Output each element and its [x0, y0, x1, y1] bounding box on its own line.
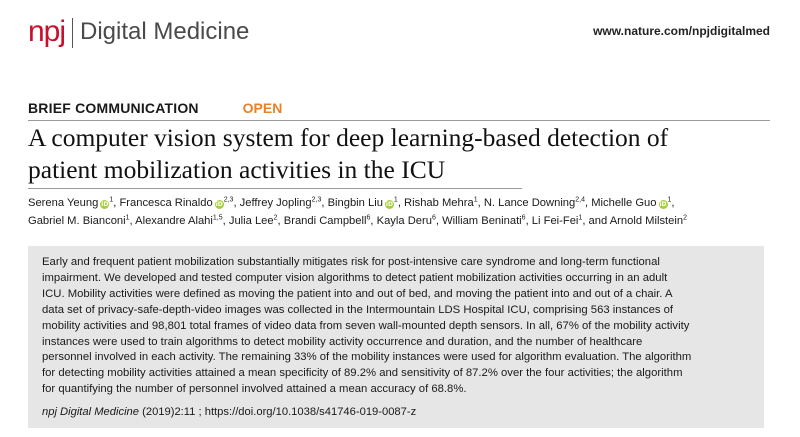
author-name[interactable]: [532, 215, 583, 227]
author-affiliation: 2,3: [223, 196, 234, 204]
author-name[interactable]: [328, 197, 398, 209]
citation-journal: npj Digital Medicine: [42, 406, 140, 418]
author-name-text: Kayla Deru: [376, 215, 432, 227]
author-name[interactable]: [240, 197, 322, 209]
author-separator: ,: [525, 215, 532, 227]
author-affiliation: 1: [578, 214, 583, 222]
author-affiliation: 2: [273, 214, 278, 222]
citation-doi-link[interactable]: (2019)2:11 ; https://doi.org/10.1038/s41746-019-0087-z: [139, 406, 417, 418]
author-name-text: Julia Lee: [228, 215, 274, 227]
author-name[interactable]: [135, 215, 222, 227]
author-separator: ,: [129, 215, 136, 227]
author-affiliation: 1: [667, 196, 672, 204]
author-separator: ,: [277, 215, 284, 227]
author-separator: ,: [321, 197, 328, 209]
author-separator: ,: [113, 197, 120, 209]
author-name[interactable]: [377, 215, 436, 227]
author-name-text: Li Fei-Fei: [531, 215, 579, 227]
author-name-text: Jeffrey Jopling: [239, 197, 312, 209]
author-affiliation: 2,4: [575, 196, 585, 204]
author-affiliation: 1: [393, 196, 398, 204]
article-title-line: patient mobilization activities in the ICU: [28, 155, 446, 184]
article-title-line: A computer vision system for deep learning-based detection of: [28, 123, 669, 152]
author-affiliation: 1: [473, 196, 478, 204]
author-name[interactable]: [28, 215, 130, 227]
author-name-text: William Beninati: [442, 215, 522, 227]
abstract-line: Early and frequent patient mobilization substantially mitigates risk for post-intensive care syndrome and long-term functional: [42, 256, 660, 268]
abstract-line: for quantifying the number of personnel involved attained a mean accuracy of 68.8%.: [42, 383, 467, 396]
orcid-icon[interactable]: iD: [385, 201, 393, 208]
author-affiliation: 1: [125, 214, 130, 222]
author-line: [28, 194, 788, 212]
author-affiliation: 1,5: [212, 214, 223, 222]
author-line: [28, 212, 788, 230]
author-separator: ,: [397, 197, 405, 209]
author-affiliation: 2: [683, 214, 687, 222]
abstract-line: impairment. We developed and tested computer vision algorithms to detect patient mobilization activities occurring in an adult: [42, 271, 668, 284]
author-name-text: Francesca Rinaldo: [119, 197, 213, 209]
author-name-text: N. Lance Downing: [483, 197, 576, 209]
abstract-line: data set of privacy-safe-depth-video images was collected in the Intermountain LDS Hospital ICU, comprising 563 instances of: [42, 303, 674, 316]
author-affiliation: 6: [366, 214, 371, 222]
abstract-line: mobility activities and 98,801 total frames of video data from seven wall-mounted depth sensors. In all, 67% of the mobility activity: [42, 319, 690, 332]
article-title: [28, 122, 778, 186]
author-separator: ,: [233, 197, 240, 209]
author-affiliation: 2,3: [311, 196, 322, 204]
article-type-label: BRIEF COMMUNICATION: [28, 100, 199, 116]
abstract-line: ICU. Mobility activities were defined as moving the patient into and out of bed, and moving the patient into and out of a chair. A: [42, 287, 673, 300]
abstract-text: [42, 255, 750, 398]
title-bottom-rule: [28, 188, 522, 189]
title-top-rule: [28, 120, 770, 121]
author-conjunction: and: [588, 215, 610, 227]
citation: [42, 406, 416, 418]
author-affiliation: 1: [109, 196, 114, 204]
author-name-text: Bingbin Liu: [327, 197, 383, 209]
author-name[interactable]: [484, 197, 585, 209]
orcid-icon[interactable]: iD: [101, 201, 109, 208]
author-name[interactable]: [28, 197, 113, 209]
author-affiliation: 6: [431, 214, 436, 222]
journal-name[interactable]: Digital Medicine: [80, 18, 250, 45]
logo-divider: [72, 18, 73, 48]
abstract-line: for detecting mobility activities attained a mean specificity of 89.2% and sensitivity of 87.2% over the four activities; the algorithm: [42, 367, 683, 380]
author-name-text: Rishab Mehra: [404, 197, 474, 209]
abstract-line: instances were used to train algorithms to detect mobility activity occurrence and duration, and the number of healthcare: [42, 335, 643, 348]
abstract-line: personnel involved in each activity. The remaining 33% of the mobility instances were used for algorithm evaluation. The algorithm: [42, 351, 692, 364]
author-name[interactable]: [284, 215, 371, 227]
author-name-text: Arnold Milstein: [609, 215, 684, 227]
author-list: [28, 194, 788, 230]
author-name-text: Michelle Guo: [591, 197, 657, 209]
author-name[interactable]: [404, 197, 478, 209]
author-name[interactable]: [591, 197, 671, 209]
author-separator: ,: [671, 197, 675, 209]
author-separator: ,: [222, 215, 229, 227]
article-type-row: [28, 100, 282, 116]
author-name[interactable]: [589, 215, 687, 227]
author-separator: ,: [435, 215, 443, 227]
author-separator: ,: [584, 197, 592, 209]
author-name[interactable]: [119, 197, 233, 209]
author-name-text: Serena Yeung: [28, 197, 99, 209]
orcid-icon[interactable]: iD: [659, 201, 667, 208]
author-name[interactable]: [442, 215, 526, 227]
orcid-icon[interactable]: iD: [215, 201, 223, 208]
journal-url-link[interactable]: www.nature.com/npjdigitalmed: [593, 24, 770, 38]
author-name-text: Brandi Campbell: [283, 215, 367, 227]
open-access-badge: OPEN: [242, 100, 283, 116]
author-name-text: Alexandre Alahi: [135, 215, 213, 227]
author-separator: ,: [370, 215, 377, 227]
journal-logo-npj[interactable]: npj: [28, 15, 66, 48]
journal-header: [16, 10, 784, 56]
author-name-text: Gabriel M. Bianconi: [28, 215, 126, 227]
author-name[interactable]: [229, 215, 278, 227]
author-affiliation: 6: [521, 214, 526, 222]
abstract-box: [28, 246, 764, 428]
author-separator: ,: [477, 197, 484, 209]
author-separator: ,: [582, 215, 589, 227]
